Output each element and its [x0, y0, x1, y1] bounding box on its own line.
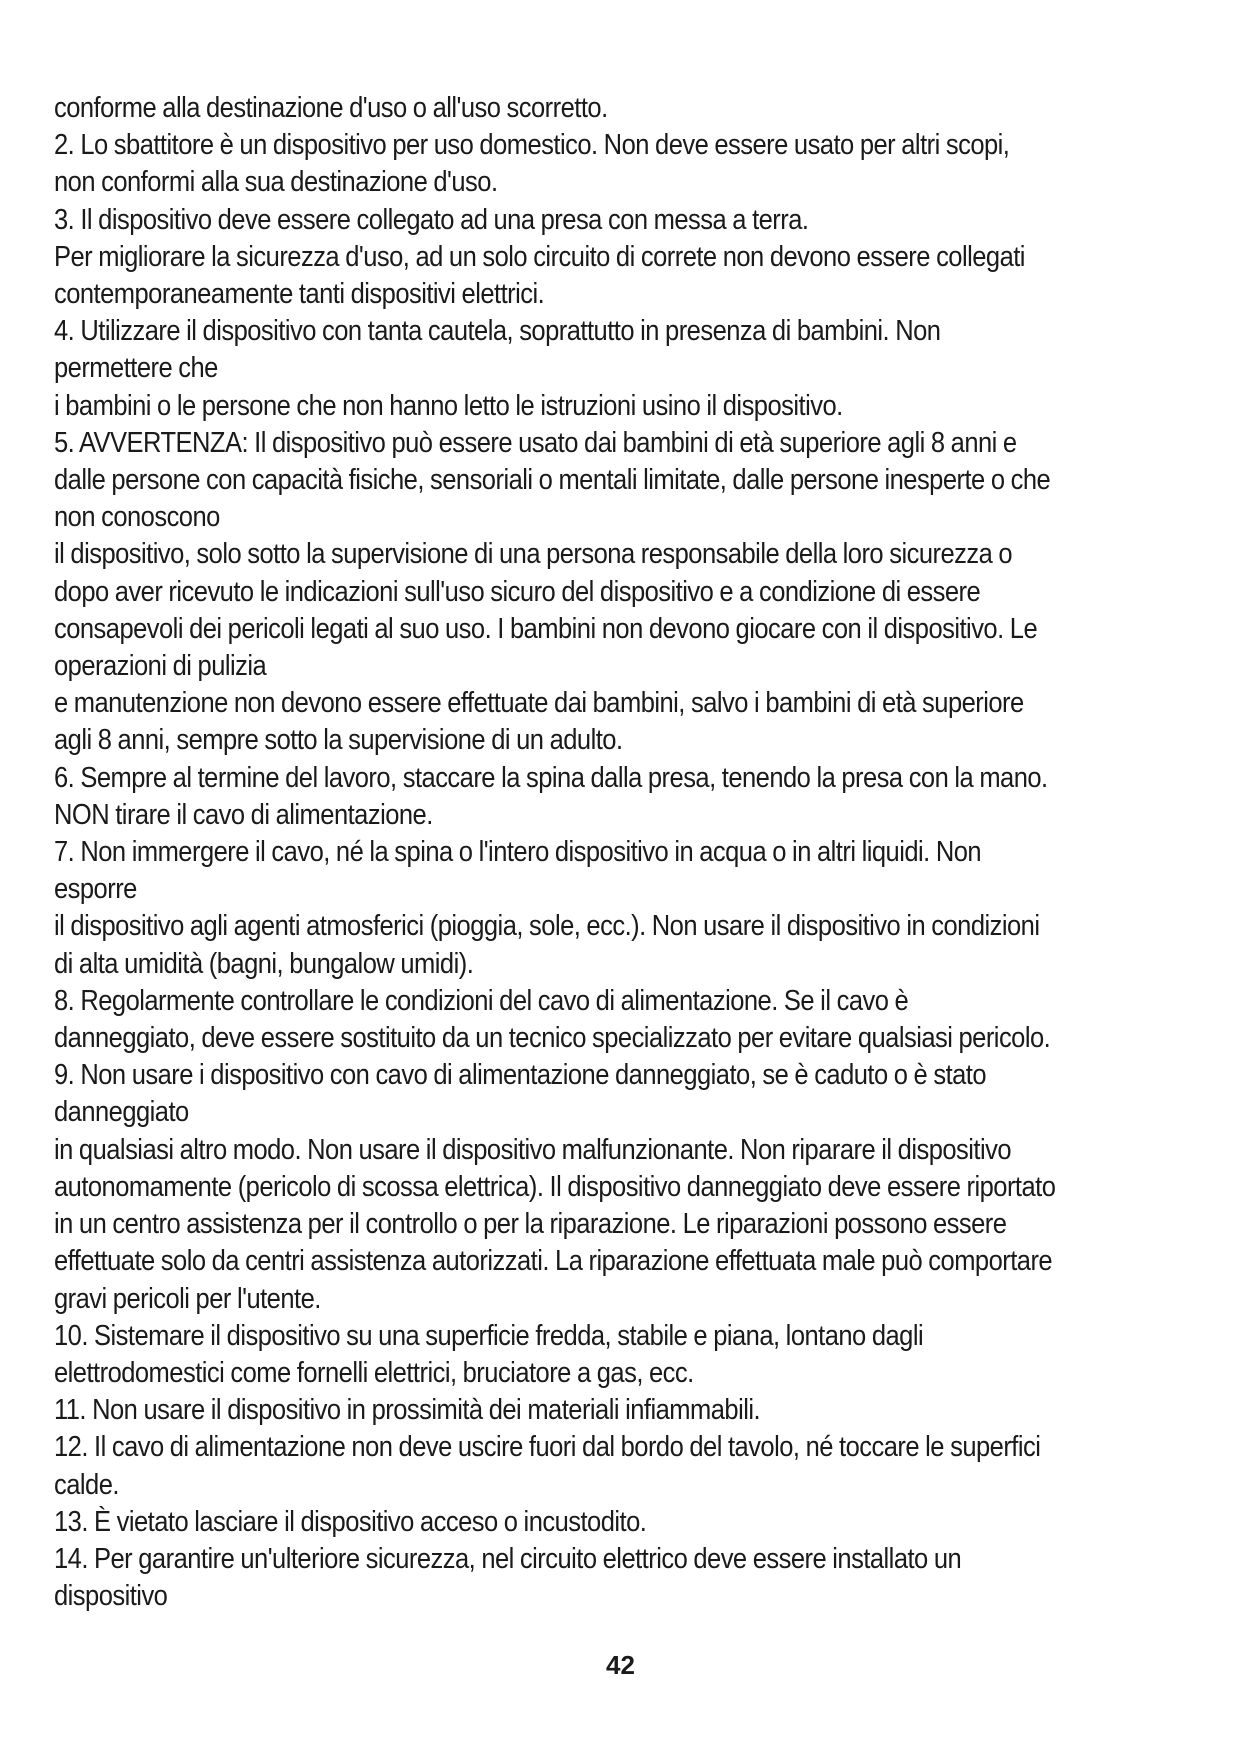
- text-line: 2. Lo sbattitore è un dispositivo per uso domestico. Non deve essere usato per altri scopi,: [54, 129, 1010, 162]
- text-line: il dispositivo agli agenti atmosferici (pioggia, sole, ecc.). Non usare il dispositivo in condizioni: [54, 910, 1040, 943]
- text-line: consapevoli dei pericoli legati al suo uso. I bambini non devono giocare con il dispositivo. Le: [54, 612, 1038, 645]
- text-line: in qualsiasi altro modo. Non usare il dispositivo malfunzionante. Non riparare il dispositivo: [54, 1133, 1011, 1166]
- text-line: NON tirare il cavo di alimentazione.: [54, 798, 433, 831]
- text-line: danneggiato, deve essere sostituito da un tecnico specializzato per evitare qualsiasi pericolo.: [54, 1022, 1051, 1055]
- text-line: agli 8 anni, sempre sotto la supervisione di un adulto.: [54, 724, 623, 757]
- text-line: Per migliorare la sicurezza d'uso, ad un solo circuito di correte non devono essere collegati: [54, 240, 1025, 273]
- text-line: elettrodomestici come fornelli elettrici, bruciatore a gas, ecc.: [54, 1356, 694, 1389]
- text-line: 12. Il cavo di alimentazione non deve uscire fuori dal bordo del tavolo, né toccare le superfici: [54, 1431, 1041, 1464]
- text-line: non conformi alla sua destinazione d'uso.: [54, 166, 498, 199]
- page-number: 42: [606, 1650, 635, 1680]
- text-line: 8. Regolarmente controllare le condizioni del cavo di alimentazione. Se il cavo è: [54, 984, 909, 1017]
- text-line: esporre: [54, 873, 137, 906]
- text-line: gravi pericoli per l'utente.: [54, 1282, 321, 1315]
- text-line: dispositivo: [54, 1580, 168, 1613]
- text-line: 7. Non immergere il cavo, né la spina o l'intero dispositivo in acqua o in altri liquidi. Non: [54, 836, 982, 869]
- text-line: operazioni di pulizia: [54, 650, 267, 683]
- text-line: autonomamente (pericolo di scossa elettrica). Il dispositivo danneggiato deve essere riportato: [54, 1170, 1056, 1203]
- text-line: dalle persone con capacità fisiche, sensoriali o mentali limitate, dalle persone inesperte o che: [54, 464, 1051, 497]
- text-line: 11. Non usare il dispositivo in prossimità dei materiali infiammabili.: [54, 1394, 761, 1427]
- text-line: i bambini o le persone che non hanno letto le istruzioni usino il dispositivo.: [54, 389, 843, 422]
- text-line: 5. AVVERTENZA: Il dispositivo può essere usato dai bambini di età superiore agli 8 anni e: [54, 426, 1017, 459]
- text-line: 14. Per garantire un'ulteriore sicurezza, nel circuito elettrico deve essere installato un: [54, 1542, 962, 1575]
- text-line: contemporaneamente tanti dispositivi elettrici.: [54, 278, 545, 311]
- text-line: conforme alla destinazione d'uso o all'uso scorretto.: [54, 92, 608, 124]
- text-line: non conoscono: [54, 501, 220, 534]
- text-line: il dispositivo, solo sotto la supervisione di una persona responsabile della loro sicurezza o: [54, 538, 1013, 571]
- text-line: 4. Utilizzare il dispositivo con tanta cautela, soprattutto in presenza di bambini. Non: [54, 315, 941, 348]
- text-line: 3. Il dispositivo deve essere collegato ad una presa con messa a terra.: [54, 203, 809, 236]
- text-line: 9. Non usare i dispositivo con cavo di alimentazione danneggiato, se è caduto o è stato: [54, 1059, 987, 1092]
- text-line: calde.: [54, 1468, 119, 1501]
- text-line: 10. Sistemare il dispositivo su una superficie fredda, stabile e piana, lontano dagli: [54, 1319, 924, 1352]
- document-body: [54, 90, 1066, 1615]
- text-line: 6. Sempre al termine del lavoro, staccare la spina dalla presa, tenendo la presa con la mano.: [54, 761, 1048, 794]
- text-line: danneggiato: [54, 1096, 189, 1129]
- text-line: di alta umidità (bagni, bungalow umidi).: [54, 947, 474, 980]
- text-line: dopo aver ricevuto le indicazioni sull'uso sicuro del dispositivo e a condizione di essere: [54, 575, 981, 608]
- text-line: permettere che: [54, 352, 218, 385]
- text-line: e manutenzione non devono essere effettuate dai bambini, salvo i bambini di età superiore: [54, 687, 1024, 720]
- text-line: in un centro assistenza per il controllo o per la riparazione. Le riparazioni possono essere: [54, 1208, 1007, 1241]
- text-line: effettuate solo da centri assistenza autorizzati. La riparazione effettuata male può comportare: [54, 1245, 1053, 1278]
- text-line: 13. È vietato lasciare il dispositivo acceso o incustodito.: [54, 1505, 647, 1538]
